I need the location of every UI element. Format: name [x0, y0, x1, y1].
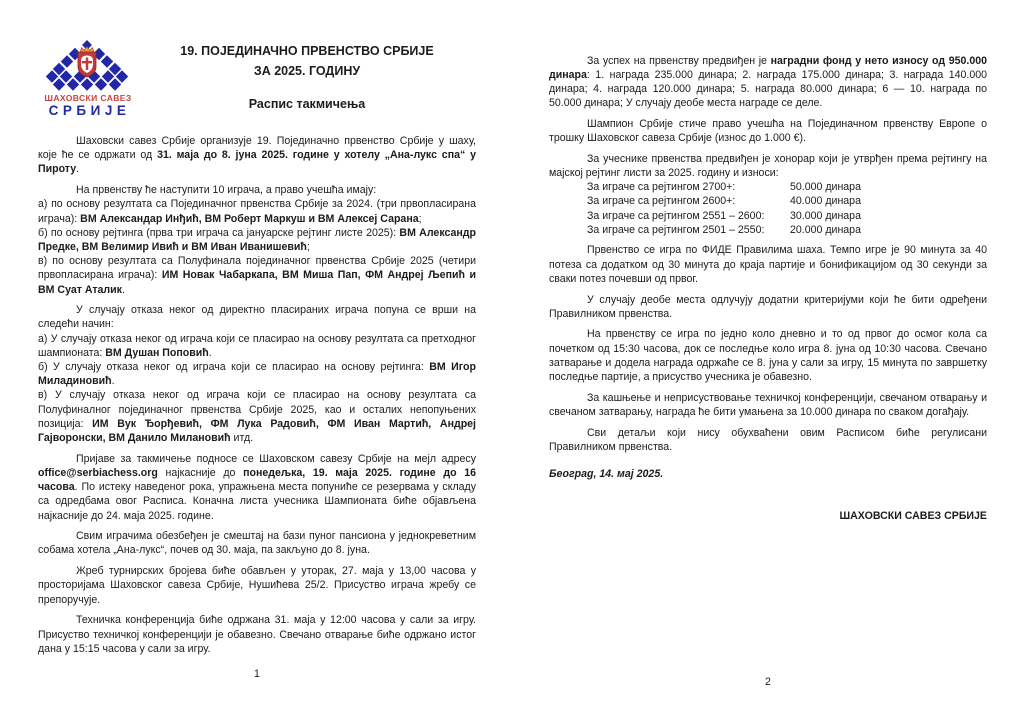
text-segment: 31. маја до 8. јуна 2025. године у хотелу „Ана-лукс спа“ у Пироту	[38, 149, 476, 176]
text-segment: .	[208, 346, 212, 359]
date-line	[549, 467, 987, 481]
registration-paragraph	[38, 452, 476, 523]
honorarium-label: За играче са рејтингом 2501 – 2550:	[587, 223, 765, 236]
honorarium-row	[549, 194, 987, 208]
honorarium-amount: 40.000 динара	[790, 195, 861, 208]
page-1-number: 1	[254, 668, 260, 680]
text-segment: б) У случају отказа неког од играча који се пласирао на основу рејтинга:	[38, 361, 430, 374]
text-segment: На првенству ће наступити 10 играча, а право учешћа имају:	[76, 184, 377, 197]
honorarium-amount: 50.000 динара	[790, 181, 861, 194]
logo-org-name: ШАХОВСКИ САВЕЗ	[44, 93, 132, 103]
text-segment: Шаховски савез Србије организује 19. Појединачно првенство Србије у шаху, које ће се одржати од	[38, 135, 476, 162]
honorarium-row	[549, 223, 987, 237]
page-1	[38, 0, 476, 725]
venue-paragraph	[38, 134, 476, 177]
chess-federation-logo	[38, 40, 138, 126]
honorarium-label: За играче са рејтингом 2600+:	[587, 195, 736, 208]
text-segment: ИМ Вук Ђорђевић, ФМ Лука Радовић, ФМ Иван Мартић, Андреј Гајворонски, ВМ Данило Милановић	[38, 417, 476, 445]
text-segment: : 1. награда 235.000 динара; 2. награда 175.000 динара; 3. награда 140.000 динара; 4. награда 120.000 динара; 5. награда 80.000 динара; 6 — 10. награда по 50.000 динара; У случају деобе места награде се деле.	[549, 68, 987, 110]
text-segment: Свим играчима обезбеђен је смештај на бази пуног пансиона у једнокреветним собама хотела „Ана-лукс“, почев од 30. маја, па закљуно до 8. јуна.	[38, 530, 476, 557]
honorarium-amount: 30.000 динара	[790, 209, 861, 222]
text-segment: Првенство се игра по ФИДЕ Правилима шаха. Темпо игре је 90 минута за 40 потеза са додатком од 30 минута до краја партије и бонификацијом од 30 секунди за сваки потез почевши од првог.	[549, 244, 987, 285]
text-segment: а) по основу резултата са Појединачног првенства Србије за 2024. (три првопласирана играча):	[38, 198, 476, 225]
text-segment: ВМ Александар Инђић, ВМ Роберт Маркуш и ВМ Алексеј Сарана	[80, 212, 419, 225]
text-segment: ВМ Александр Предке, ВМ Велимир Ивић и ВМ Иван Иванишевић	[38, 226, 476, 253]
text-segment: понедељка, 19. маја 2025. године до 16 часова	[38, 466, 476, 494]
technical-conference-paragraph	[38, 613, 476, 656]
reserve-semifinal-item	[38, 388, 476, 445]
text-segment: Београд, 14. мај 2025.	[549, 468, 664, 481]
reserve-rating-item	[38, 360, 476, 388]
text-segment: office@serbiachess.org	[38, 466, 158, 479]
text-segment: .	[76, 163, 80, 176]
text-segment: а) У случају отказа неког од играча који се пласирао на основу резултата са претходног шампионата:	[38, 332, 476, 359]
text-segment: ШАХОВСКИ САВЕЗ СРБИЈЕ	[839, 510, 987, 523]
text-segment: в) У случају отказа неког од играча који се пласирао на основу резултата са Полуфиналног појединачног првенства Србије 2025, као и осталих непопуњених позиција:	[38, 389, 476, 430]
text-segment: в) по основу резултата са Полуфинала појединачног првенства Србије 2025 (четири првопласирана играча):	[38, 255, 476, 282]
honorarium-row	[549, 209, 987, 223]
text-segment: . По истеку наведеног рока, упражњена места попуниће се резервама у складу са одредбама овог Расписа. Коначна листа учесника Шампионата биће објављена најкасније до 24. маја 2025. године.	[38, 481, 476, 522]
text-segment: У случају деобе места одлучују додатни критеријуми који ће бити одређени Правилником првенства.	[549, 293, 987, 320]
text-segment: .	[121, 283, 125, 296]
text-segment: За кашњење и неприсуствовање техничкој конференцији, свечаном отварању и свечаном затварању, награда ће бити умањена за 10.000 динара по сваком догађају.	[549, 391, 987, 418]
text-segment: ВМ Душан Поповић	[105, 346, 209, 359]
reserve-champ-item	[38, 332, 476, 360]
text-segment: Жреб турнирских бројева биће обављен у уторак, 27. маја у 13,00 часова у просторијама Шаховског савеза Србије, Нушићева 25/2. Присуство играча жребу се препоручује.	[38, 565, 476, 606]
text-segment: За учеснике првенства предвиђен је хонорар који је утврђен према рејтингу на мајској рејтинг листи за 2025. годину и износи:	[549, 152, 987, 179]
text-segment: Сви детаљи који нису обухваћени овим Расписом биће регулисани Правилником првенства.	[549, 426, 987, 453]
prize-fund-paragraph	[549, 54, 987, 111]
qualified-semifinal-item	[38, 254, 476, 297]
chess-federation-emblem-icon	[44, 40, 130, 92]
text-segment: ;	[306, 240, 310, 253]
text-segment: ВМ Игор Миладиновић	[38, 361, 476, 388]
page-1-content	[38, 134, 476, 656]
honorarium-amount: 20.000 динара	[790, 223, 861, 236]
withdrawal-intro	[38, 303, 476, 331]
penalty-paragraph	[549, 391, 987, 419]
page-2-number: 2	[765, 676, 771, 688]
qualified-2024-item	[38, 197, 476, 225]
text-segment: најкасније до	[157, 466, 244, 479]
fide-rules-paragraph	[549, 243, 987, 286]
text-segment: ;	[418, 212, 422, 225]
qualified-rating-item	[38, 226, 476, 254]
document-subtitle: Распис такмичења	[248, 97, 366, 111]
honorarium-label: За играче са рејтингом 2700+:	[587, 181, 736, 194]
tiebreak-paragraph	[549, 293, 987, 321]
european-championship-paragraph	[549, 117, 987, 145]
accommodation-paragraph	[38, 529, 476, 557]
text-segment: б) по основу рејтинга (прва три играча са јануарске рејтинг листе 2025):	[38, 226, 400, 239]
document-title-line-2: ЗА 2025. ГОДИНУ	[253, 64, 361, 78]
title-block	[138, 40, 476, 126]
signature	[549, 509, 987, 523]
text-segment: За успех на првенству предвиђен је	[587, 54, 771, 67]
page-2-content	[549, 54, 987, 524]
text-segment: Техничка конференција биће одржана 31. маја у 12:00 часова у сали за игру. Присуство техничкој конференцији је обавезно. Свечано отварање биће одржано истог дана у 15:15 часова у сали за игру.	[38, 614, 476, 655]
text-segment: Пријаве за такмичење подносе се Шаховском савезу Србије на мејл адресу	[76, 452, 476, 465]
schedule-paragraph	[549, 327, 987, 384]
drawing-paragraph	[38, 564, 476, 607]
document-title-line-1: 19. ПОЈЕДИНАЧНО ПРВЕНСТВО СРБИЈЕ	[180, 44, 434, 58]
document-header	[38, 40, 476, 126]
honorarium-intro	[549, 152, 987, 180]
text-segment: ИМ Новак Чабаркапа, ВМ Миша Пап, ФМ Андреј Љепић и ВМ Суат Аталик	[38, 269, 476, 296]
text-segment: У случају отказа неког од директно пласираних играча попуна се врши на следећи начин:	[38, 304, 476, 331]
honorarium-row	[549, 180, 987, 194]
text-segment: .	[111, 375, 115, 388]
logo-country-name: СРБИЈЕ	[48, 103, 131, 118]
details-paragraph	[549, 426, 987, 454]
text-segment: наградни фонд у нето износу од 950.000 динара	[549, 54, 987, 81]
page-2	[549, 0, 987, 725]
text-segment: итд.	[230, 432, 254, 445]
participants-intro	[38, 183, 476, 197]
honorarium-label: За играче са рејтингом 2551 – 2600:	[587, 209, 765, 222]
text-segment: На првенству се игра по једно коло дневно и то од првог до осмог кола са почетком од 15:30 часова, док се последње коло игра 8. јуна од 10:30 часова. Свечано затварање и додела награда одржаће се 8. јуна у сали за игру, 15 минута по завршетку последње партије, а присуство учесника је обавезно.	[549, 328, 987, 384]
text-segment: Шампион Србије стиче право учешћа на Појединачном првенству Европе о трошку Шаховског савеза Србије (износ до 1.000 €).	[549, 117, 987, 145]
